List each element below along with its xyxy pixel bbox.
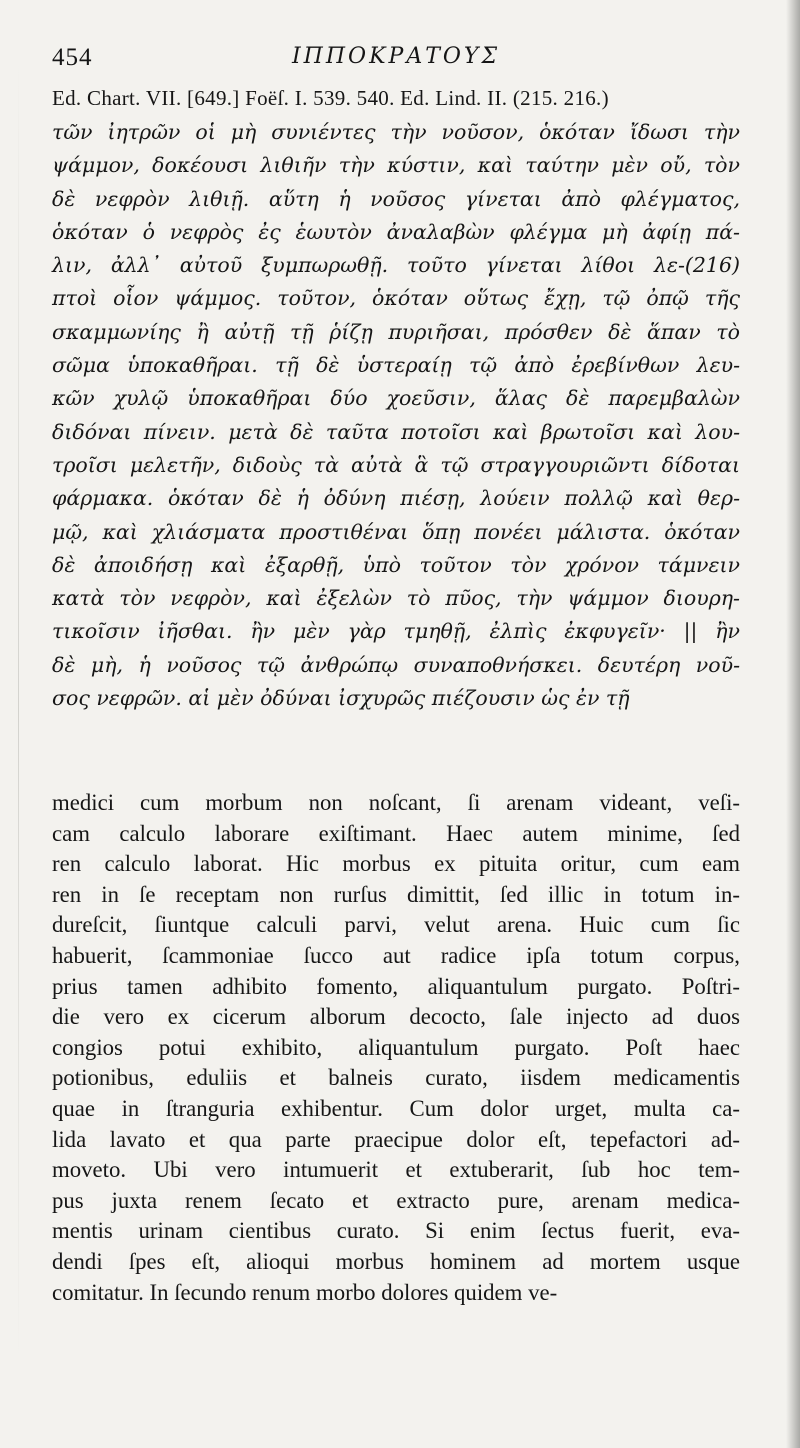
- latin-text-line: die vero ex cicerum alborum decocto, ſale injecto ad duos: [52, 1004, 740, 1030]
- greek-text-line: διδόναι πίνειν. μετὰ δὲ ταῦτα ποτοῖσι καὶ βρωτοῖσι καὶ λου-: [52, 419, 740, 444]
- latin-text-line: pus juxta renem ſecato et extracto pure, arenam medica-: [52, 1187, 740, 1213]
- latin-text-line: congios potui exhibito, aliquantulum purgato. Poſt haec: [52, 1034, 740, 1060]
- latin-text-line: comitatur. In ſecundo renum morbo dolores quidem ve-: [52, 1279, 558, 1305]
- greek-text-line: τροῖσι μελετῆν, διδοὺς τὰ αὐτὰ ἃ τῷ στραγγουριῶντι δίδοται: [52, 452, 740, 477]
- latin-text-line: habuerit, ſcammoniae ſucco aut radice ipſa totum corpus,: [52, 942, 740, 968]
- latin-text-line: cam calculo laborare exiſtimant. Haec autem minime, ſed: [52, 820, 740, 846]
- edition-references: Ed. Chart. VII. [649.] Foëſ. I. 539. 540. Ed. Lind. II. (215. 216.): [52, 86, 609, 110]
- page-number: 454: [52, 44, 93, 71]
- greek-text-line: δὲ νεφρὸν λιθιῇ. αὕτη ἡ νοῦσος γίνεται ἀπὸ φλέγματος,: [52, 186, 740, 211]
- greek-text-line: δὲ ἀποιδήσῃ καὶ ἐξαρθῇ, ὑπὸ τοῦτον τὸν χρόνον τάμνειν: [52, 552, 740, 577]
- latin-text-line: lida lavato et qua parte praecipue dolor eſt, tepefactori ad-: [52, 1126, 740, 1152]
- latin-text-line: quae in ſtranguria exhibentur. Cum dolor urget, multa ca-: [52, 1095, 740, 1121]
- greek-text-line: σκαμμωνίης ἢ αὐτῇ τῇ ῥίζῃ πυριῆσαι, πρόσθεν δὲ ἅπαν τὸ: [52, 319, 740, 344]
- greek-text-line: τῶν ἰητρῶν οἱ μὴ συνιέντες τὴν νοῦσον, ὁκόταν ἴδωσι τὴν: [52, 120, 740, 144]
- running-head: [52, 44, 740, 78]
- latin-text-line: medici cum morbum non noſcant, ſi arenam videant, veſi-: [52, 790, 740, 815]
- latin-text-line: ren calculo laborat. Hic morbus ex pituita oritur, cum eam: [52, 851, 740, 877]
- greek-text-line: τικοῖσιν ἰῆσθαι. ἢν μὲν γὰρ τμηθῇ, ἐλπὶς ἐκφυγεῖν· || ἢν: [52, 619, 740, 644]
- latin-text-line: prius tamen adhibito fomento, aliquantulum purgato. Poſtri-: [52, 973, 740, 999]
- page-gutter-shadow: [18, 60, 19, 1360]
- latin-text-line: dureſcit, ſiuntque calculi parvi, velut arena. Huic cum ſic: [52, 912, 740, 938]
- greek-text-line: φάρμακα. ὁκόταν δὲ ἡ ὀδύνη πιέσῃ, λούειν πολλῷ καὶ θερ-: [52, 486, 740, 511]
- greek-text-line: δὲ μὴ, ἡ νοῦσος τῷ ἀνθρώπῳ συναποθνήσκει. δευτέρη νοῦ-: [52, 652, 740, 677]
- latin-text-line: moveto. Ubi vero intumuerit et extuberarit, ſub hoc tem-: [52, 1157, 740, 1183]
- latin-text-line: potionibus, eduliis et balneis curato, iisdem medicamentis: [52, 1065, 740, 1091]
- page-edge-shadow: [786, 0, 800, 1448]
- latin-translation-block: [52, 788, 740, 1308]
- greek-text-block: [52, 116, 740, 715]
- greek-text-line: μῷ, καὶ χλιάσματα προστιθέναι ὅπῃ πονέει μάλιστα. ὁκόταν: [52, 519, 740, 544]
- running-title: ΙΠΠΟΚΡΑΤΟΥΣ: [291, 44, 500, 69]
- latin-text-line: dendi ſpes eſt, alioqui morbus hominem ad mortem usque: [52, 1248, 740, 1274]
- greek-text-line: σος νεφρῶν. αἱ μὲν ὀδύναι ἰσχυρῶς πιέζουσιν ὡς ἐν τῇ: [52, 686, 630, 711]
- greek-text-line: πτοὶ οἷον ψάμμος. τοῦτον, ὁκόταν οὕτως ἔχῃ, τῷ ὀπῷ τῆς: [52, 286, 740, 311]
- greek-text-line: κῶν χυλῷ ὑποκαθῆραι δύο χοεῦσιν, ἅλας δὲ παρεμβαλὼν: [52, 386, 740, 411]
- greek-text-line: κατὰ τὸν νεφρὸν, καὶ ἐξελὼν τὸ πῦος, τὴν ψάμμον διουρη-: [52, 586, 740, 611]
- latin-text-line: ren in ſe receptam non rurſus dimittit, ſed illic in totum in-: [52, 881, 740, 907]
- greek-text-line: ψάμμον, δοκέουσι λιθιῆν τὴν κύστιν, καὶ ταύτην μὲν οὔ, τὸν: [52, 153, 740, 178]
- greek-text-line: ὁκόταν ὁ νεφρὸς ἐς ἑωυτὸν ἀναλαβὼν φλέγμα μὴ ἀφίῃ πά-: [52, 219, 740, 244]
- latin-text-line: mentis urinam cientibus curato. Si enim ſectus fuerit, eva-: [52, 1218, 740, 1244]
- greek-text-line: λιν, ἀλλ᾽ αὐτοῦ ξυμπωρωθῇ. τοῦτο γίνεται λίθοι λε-(216): [52, 253, 740, 278]
- greek-text-line: σῶμα ὑποκαθῆραι. τῇ δὲ ὑστεραίῃ τῷ ἀπὸ ἐρεβίνθων λευ-: [52, 353, 740, 378]
